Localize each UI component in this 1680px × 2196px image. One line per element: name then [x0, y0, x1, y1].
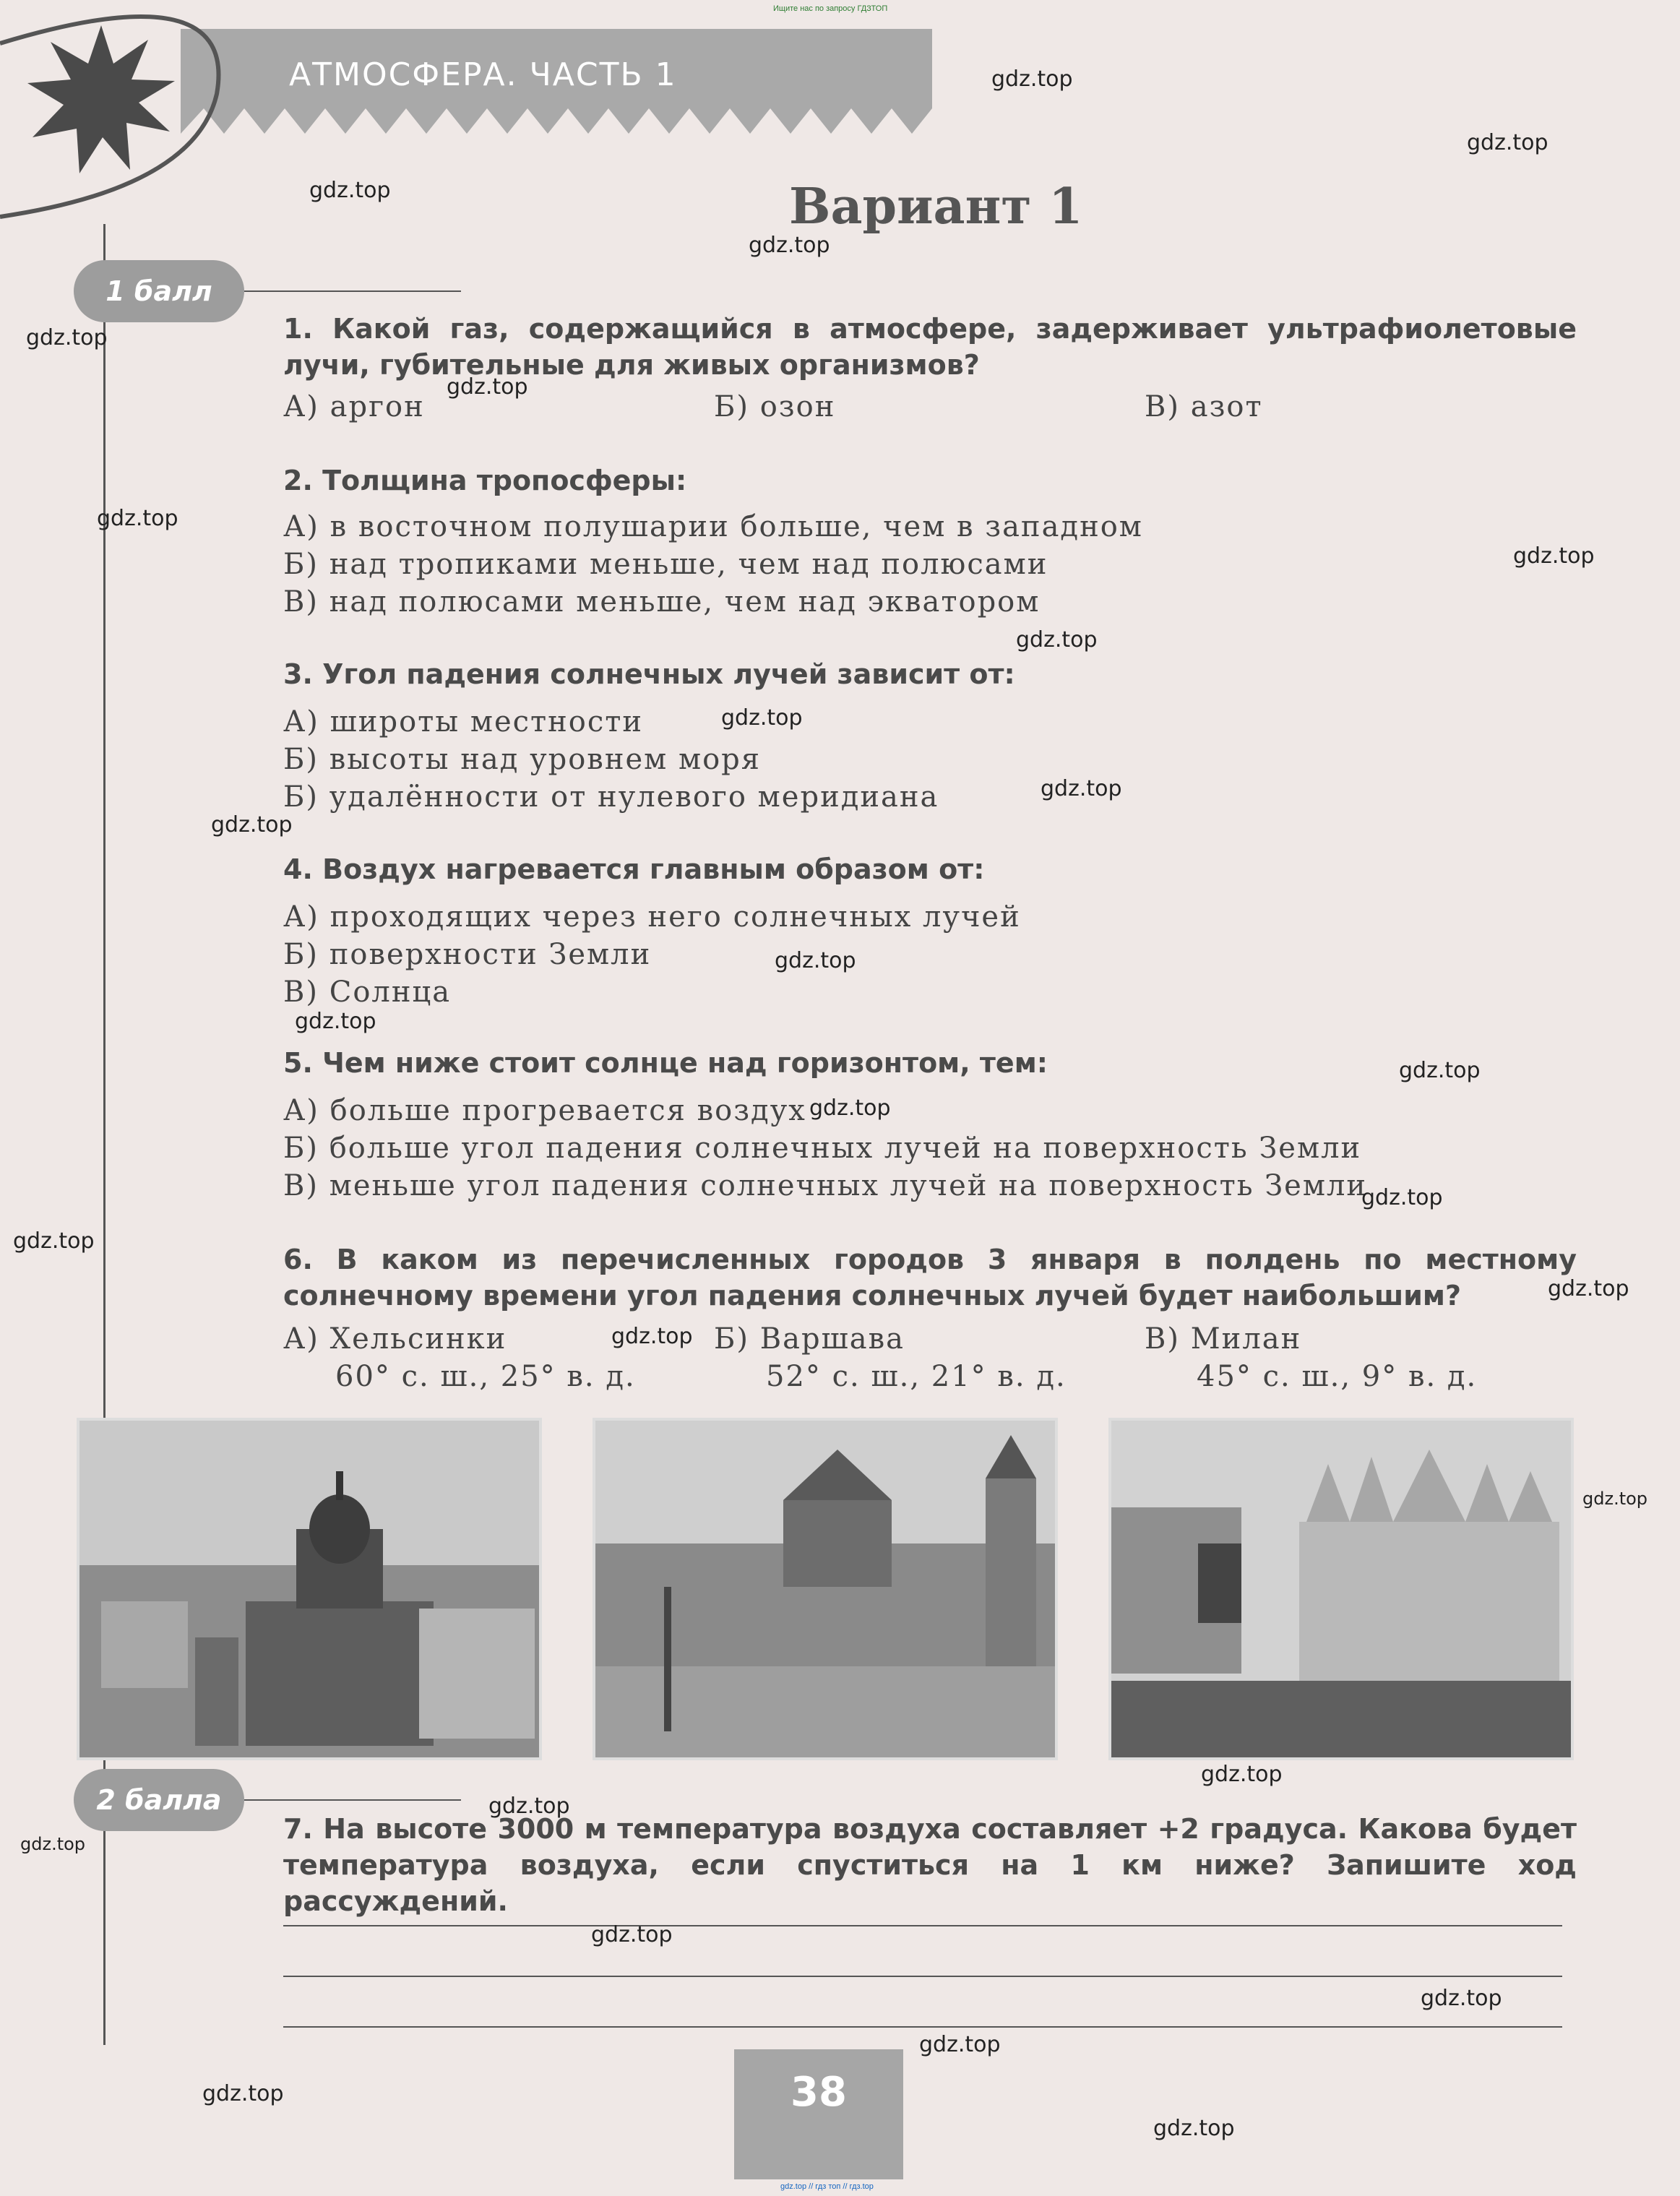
question-6-option-c-city: В) Милан: [1145, 1322, 1302, 1356]
question-4-text: 4. Воздух нагревается главным образом от:: [283, 853, 985, 885]
answer-line-1: [283, 1925, 1562, 1926]
watermark: gdz.top: [1421, 1986, 1502, 2011]
watermark: gdz.top: [13, 1228, 95, 1254]
watermark: gdz.top: [749, 233, 830, 258]
watermark: gdz.top: [20, 1834, 86, 1854]
watermark: gdz.top: [1467, 130, 1548, 155]
question-2-option-b: Б) над тропиками меньше, чем над полюсами: [283, 548, 1048, 581]
question-6-option-c-coords: 45° с. ш., 9° в. д.: [1197, 1360, 1478, 1393]
photo-helsinki: [77, 1418, 542, 1760]
question-1-option-c: В) азот: [1145, 390, 1263, 423]
question-6-option-b-city: Б) Варшава: [714, 1322, 905, 1356]
question-5-option-b: Б) больше угол падения солнечных лучей на поверхность Земли: [283, 1132, 1362, 1165]
question-3-text: 3. Угол падения солнечных лучей зависит от:: [283, 658, 1015, 690]
question-1-option-b: Б) озон: [714, 390, 836, 423]
question-3-option-b: Б) высоты над уровнем моря: [283, 743, 762, 776]
question-6-option-a-coords: 60° с. ш., 25° в. д.: [335, 1360, 636, 1393]
question-4-option-b: Б) поверхности Земли: [283, 938, 652, 971]
question-3-option-c: Б) удалённости от нулевого меридиана: [283, 780, 939, 814]
star-icon: [22, 22, 181, 181]
watermark: gdz.top: [447, 374, 528, 400]
question-2-text: 2. Толщина тропосферы:: [283, 465, 687, 496]
photo-warsaw: [593, 1418, 1058, 1760]
question-2-option-c: В) над полюсами меньше, чем над экватором: [283, 585, 1041, 619]
watermark: gdz.top: [295, 1009, 376, 1034]
watermark: gdz.top: [1548, 1276, 1629, 1301]
question-4-option-a: А) проходящих через него солнечных лучей: [283, 900, 1021, 934]
question-1-option-a: А) аргон: [283, 390, 425, 423]
section-title: АТМОСФЕРА. ЧАСТЬ 1: [289, 56, 677, 93]
question-7-text: 7. На высоте 3000 м температура воздуха составляет +2 градуса. Какова будет температура воздуха, если спуститься на 1 км ниже? Запишите ход рассуждений.: [283, 1813, 1577, 1917]
watermark: gdz.top: [211, 812, 293, 838]
watermark: gdz.top: [97, 506, 178, 531]
watermark: gdz.top: [1582, 1489, 1648, 1509]
question-3-option-a: А) широты местности: [283, 705, 644, 739]
question-5-text: 5. Чем ниже стоит солнце над горизонтом, тем:: [283, 1047, 1048, 1079]
watermark: gdz.top: [1399, 1058, 1481, 1083]
photo-milan: [1108, 1418, 1574, 1760]
badge-two-points: 2 балла: [74, 1769, 244, 1831]
watermark: gdz.top: [202, 2081, 284, 2106]
badge-one-point: 1 балл: [74, 260, 244, 322]
question-2-option-a: А) в восточном полушарии больше, чем в западном: [283, 510, 1143, 543]
watermark: gdz.top: [991, 66, 1073, 92]
question-6-option-b-coords: 52° с. ш., 21° в. д.: [766, 1360, 1067, 1393]
question-1-text: 1. Какой газ, содержащийся в атмосфере, задерживает ультрафиолетовые лучи, губительные для живых организмов?: [283, 313, 1577, 381]
question-5-option-c: В) меньше угол падения солнечных лучей на поверхность Земли: [283, 1169, 1368, 1202]
top-notice: Ищите нас по запросу ГДЗТОП: [773, 4, 888, 13]
bottom-notice: gdz.top // гдз топ // гдз.top: [780, 2182, 874, 2191]
variant-title: Вариант 1: [789, 178, 1083, 236]
watermark: gdz.top: [721, 705, 803, 731]
answer-line-3: [283, 2026, 1562, 2028]
badge-line: [244, 290, 461, 292]
watermark: gdz.top: [775, 948, 856, 973]
watermark: gdz.top: [1041, 776, 1122, 801]
watermark: gdz.top: [1361, 1185, 1443, 1210]
watermark: gdz.top: [1201, 1762, 1283, 1787]
watermark: gdz.top: [591, 1922, 673, 1947]
watermark: gdz.top: [26, 325, 108, 350]
watermark: gdz.top: [1153, 2116, 1235, 2141]
watermark: gdz.top: [1016, 627, 1098, 653]
question-6-text: 6. В каком из перечисленных городов 3 января в полдень по местному солнечному времени угол падения солнечных лучей будет наибольшим?: [283, 1244, 1577, 1312]
watermark: gdz.top: [488, 1794, 570, 1819]
watermark: gdz.top: [919, 2032, 1001, 2057]
watermark: gdz.top: [1513, 543, 1595, 569]
watermark: gdz.top: [611, 1324, 693, 1349]
question-5-option-a: А) больше прогревается воздух: [283, 1094, 806, 1127]
page-number: 38: [734, 2049, 903, 2179]
question-6-option-a-city: А) Хельсинки: [283, 1322, 507, 1356]
watermark: gdz.top: [809, 1095, 891, 1121]
watermark: gdz.top: [309, 178, 391, 203]
question-4-option-c: В) Солнца: [283, 976, 452, 1009]
answer-line-2: [283, 1976, 1562, 1977]
badge-line-2: [244, 1799, 461, 1801]
